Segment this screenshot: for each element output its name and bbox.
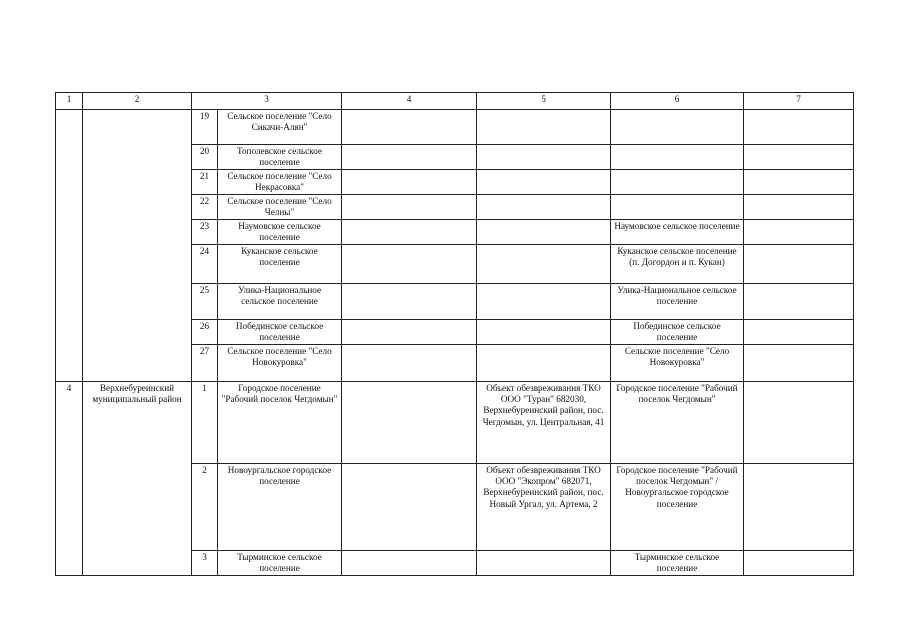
col-4-cell: [342, 245, 477, 284]
header-col-2: 2: [83, 93, 192, 110]
service-zone: Тырминское сельское поселение: [611, 551, 744, 576]
district-number: [56, 110, 83, 382]
col-4-cell: [342, 195, 477, 220]
service-zone: [611, 145, 744, 170]
service-zone: Наумовское сельское поселение: [611, 220, 744, 245]
settlement-name: Тополевское сельское поселение: [218, 145, 342, 170]
settlement-number: 20: [192, 145, 218, 170]
col-4-cell: [342, 220, 477, 245]
header-col-7: 7: [744, 93, 854, 110]
col-7-cell: [744, 464, 854, 551]
service-zone: Городское поселение "Рабочий поселок Чегдомын" / Новоургальское городское поселение: [611, 464, 744, 551]
waste-facility: [477, 170, 611, 195]
header-col-5: 5: [477, 93, 611, 110]
district-name: [83, 110, 192, 382]
settlement-name: Сельское поселение "Село Челны": [218, 195, 342, 220]
col-4-cell: [342, 345, 477, 382]
settlement-number: 23: [192, 220, 218, 245]
col-4-cell: [342, 170, 477, 195]
waste-facility: [477, 145, 611, 170]
settlement-name: Тырминское сельское поселение: [218, 551, 342, 576]
col-7-cell: [744, 320, 854, 345]
col-4-cell: [342, 382, 477, 464]
settlement-name: Побединское сельское поселение: [218, 320, 342, 345]
col-7-cell: [744, 345, 854, 382]
col-7-cell: [744, 220, 854, 245]
col-7-cell: [744, 145, 854, 170]
waste-facility: [477, 110, 611, 145]
settlement-number: 27: [192, 345, 218, 382]
service-zone: [611, 195, 744, 220]
header-col-3: 3: [192, 93, 342, 110]
col-7-cell: [744, 382, 854, 464]
settlement-name: Сельское поселение "Село Некрасовка": [218, 170, 342, 195]
settlement-name: Куканское сельское поселение: [218, 245, 342, 284]
district-name: Верхнебуреинский муниципальный район: [83, 382, 192, 576]
col-7-cell: [744, 551, 854, 576]
waste-facility: [477, 220, 611, 245]
service-zone: [611, 170, 744, 195]
waste-facility: [477, 195, 611, 220]
header-col-1: 1: [56, 93, 83, 110]
settlement-number: 22: [192, 195, 218, 220]
settlement-name: Сельское поселение "Село Сикачи-Алян": [218, 110, 342, 145]
waste-facility: Объект обезвреживания ТКО ООО "Туран" 682030, Верхнебуреинский район, пос. Чегдомын, ул. Центральная, 41: [477, 382, 611, 464]
settlement-number: 3: [192, 551, 218, 576]
col-4-cell: [342, 145, 477, 170]
table-row: [56, 382, 854, 464]
col-7-cell: [744, 245, 854, 284]
col-4-cell: [342, 110, 477, 145]
col-7-cell: [744, 170, 854, 195]
header-col-4: 4: [342, 93, 477, 110]
header-row: [56, 93, 854, 110]
settlement-name: Сельское поселение "Село Новокуровка": [218, 345, 342, 382]
col-4-cell: [342, 284, 477, 320]
settlement-number: 25: [192, 284, 218, 320]
service-zone: [611, 110, 744, 145]
table-row: [56, 110, 854, 145]
waste-facility: [477, 284, 611, 320]
waste-facility: Объект обезвреживания ТКО ООО "Экопром" 682071, Верхнебуреинский район, пос. Новый Ургал, ул. Артема, 2: [477, 464, 611, 551]
waste-facility: [477, 345, 611, 382]
header-col-6: 6: [611, 93, 744, 110]
document-table: [55, 92, 854, 576]
waste-facility: [477, 245, 611, 284]
col-7-cell: [744, 195, 854, 220]
settlement-number: 2: [192, 464, 218, 551]
settlement-number: 19: [192, 110, 218, 145]
col-7-cell: [744, 110, 854, 145]
settlement-name: Наумовское сельское поселение: [218, 220, 342, 245]
service-zone: Сельское поселение "Село Новокуровка": [611, 345, 744, 382]
settlement-name: Улика-Национальное сельское поселение: [218, 284, 342, 320]
district-number: 4: [56, 382, 83, 576]
waste-facility: [477, 551, 611, 576]
col-4-cell: [342, 320, 477, 345]
col-4-cell: [342, 464, 477, 551]
col-7-cell: [744, 284, 854, 320]
settlement-name: Новоургальское городское поселение: [218, 464, 342, 551]
service-zone: Побединское сельское поселение: [611, 320, 744, 345]
service-zone: Городское поселение "Рабочий поселок Чегдомын": [611, 382, 744, 464]
settlement-number: 26: [192, 320, 218, 345]
waste-facility: [477, 320, 611, 345]
settlement-number: 1: [192, 382, 218, 464]
col-4-cell: [342, 551, 477, 576]
settlement-number: 21: [192, 170, 218, 195]
service-zone: Куканское сельское поселение (п. Догордон и п. Кукан): [611, 245, 744, 284]
settlement-number: 24: [192, 245, 218, 284]
settlement-name: Городское поселение "Рабочий поселок Чегдомын": [218, 382, 342, 464]
service-zone: Улика-Национальное сельское поселение: [611, 284, 744, 320]
